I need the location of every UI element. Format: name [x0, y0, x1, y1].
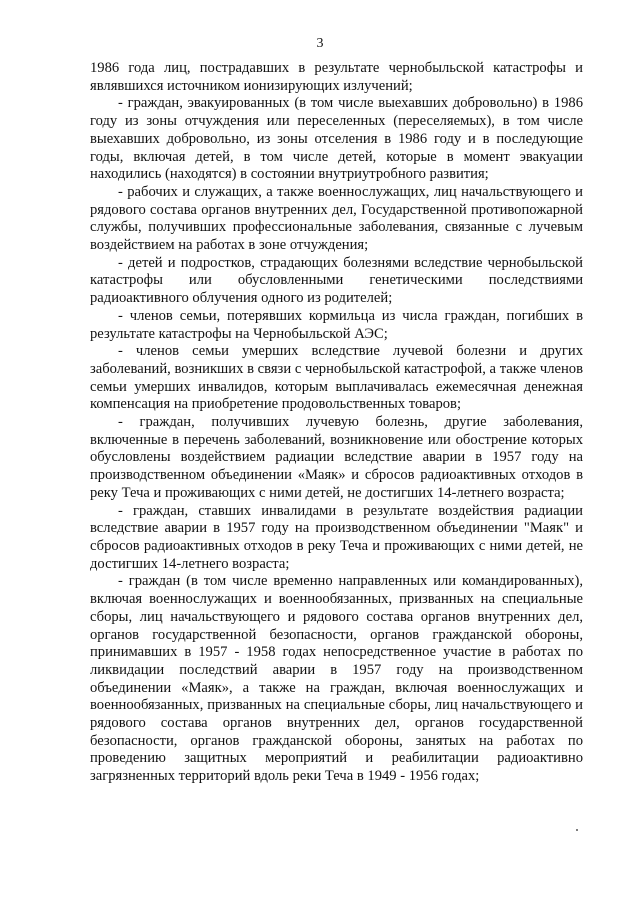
paragraph-liquidators-mayak: - граждан (в том числе временно направленных или командированных), включая военнослужащих и военнообязанных, призванных на специальные сборы, лиц начальствующего и рядового состава органов внутренних дел, органов государственной безопасности, органов гражданской обороны, принимавших в 1957 - 1958 годах непосредственное участие в работах по ликвидации последствий аварии в 1957 году на производственном объединении «Маяк», а также на граждан, включая военнослужащих и военнообязанных, призванных на специальные сборы, лиц начальствующего и рядового состава органов внутренних дел, органов государственной безопасности, органов гражданской обороны, занятых на работах по проведению защитных мероприятий и реабилитации радиоактивно загрязненных территорий вдоль реки Теча в 1949 - 1956 годах;	[90, 573, 583, 785]
paragraph-continuation: 1986 года лиц, пострадавших в результате чернобыльской катастрофы и являвшихся источником ионизирующих излучений;	[90, 60, 583, 94]
paragraph-workers-servicemen: - рабочих и служащих, а также военнослужащих, лиц начальствующего и рядового состава органов внутренних дел, Государственной противопожарной службы, получивших профессиональные заболевания, связанные с лучевым воздействием на работах в зоне отчуждения;	[90, 183, 583, 254]
paragraph-evacuated-citizens: - граждан, эвакуированных (в том числе выехавших добровольно) в 1986 году из зоны отчуждения или переселенных (переселяемых), в том числе выехавших добровольно, из зоны отселения в 1986 году и в последующие годы, включая детей, в том числе детей, которые в момент эвакуации находились (находятся) в состоянии внутриутробного развития;	[90, 95, 583, 183]
paragraph-family-lost-breadwinner: - членов семьи, потерявших кормильца из числа граждан, погибших в результате катастрофы на Чернобыльской АЭС;	[90, 307, 583, 342]
paragraph-radiation-sickness: - граждан, получивших лучевую болезнь, другие заболевания, включенные в перечень заболеваний, возникновение или обострение которых обусловлены воздействием радиации вследствие аварии в 1957 году на производственном объединении «Маяк» и сбросов радиоактивных отходов в реку Теча и проживающих с ними детей, не достигших 14-летнего возраста;	[90, 414, 583, 501]
document-body	[90, 60, 583, 786]
paragraph-children-adolescents: - детей и подростков, страдающих болезнями вследствие чернобыльской катастрофы или обусловленными генетическими последствиями радиоактивного облучения одного из родителей;	[90, 254, 583, 307]
paragraph-family-deceased: - членов семьи умерших вследствие лучевой болезни и других заболеваний, возникших в связи с чернобыльской катастрофой, а также членов семьи умерших инвалидов, которым выплачивалась ежемесячная денежная компенсация на приобретение продовольственных товаров;	[90, 343, 583, 413]
scan-speck	[576, 829, 578, 831]
page-number: 3	[316, 36, 324, 51]
paragraph-disabled-mayak: - граждан, ставших инвалидами в результате воздействия радиации вследствие аварии в 1957 году на производственном объединении "Маяк" и сбросов радиоактивных отходов в реку Теча и проживающих с ними детей, не достигших 14-летнего возраста;	[90, 502, 583, 572]
